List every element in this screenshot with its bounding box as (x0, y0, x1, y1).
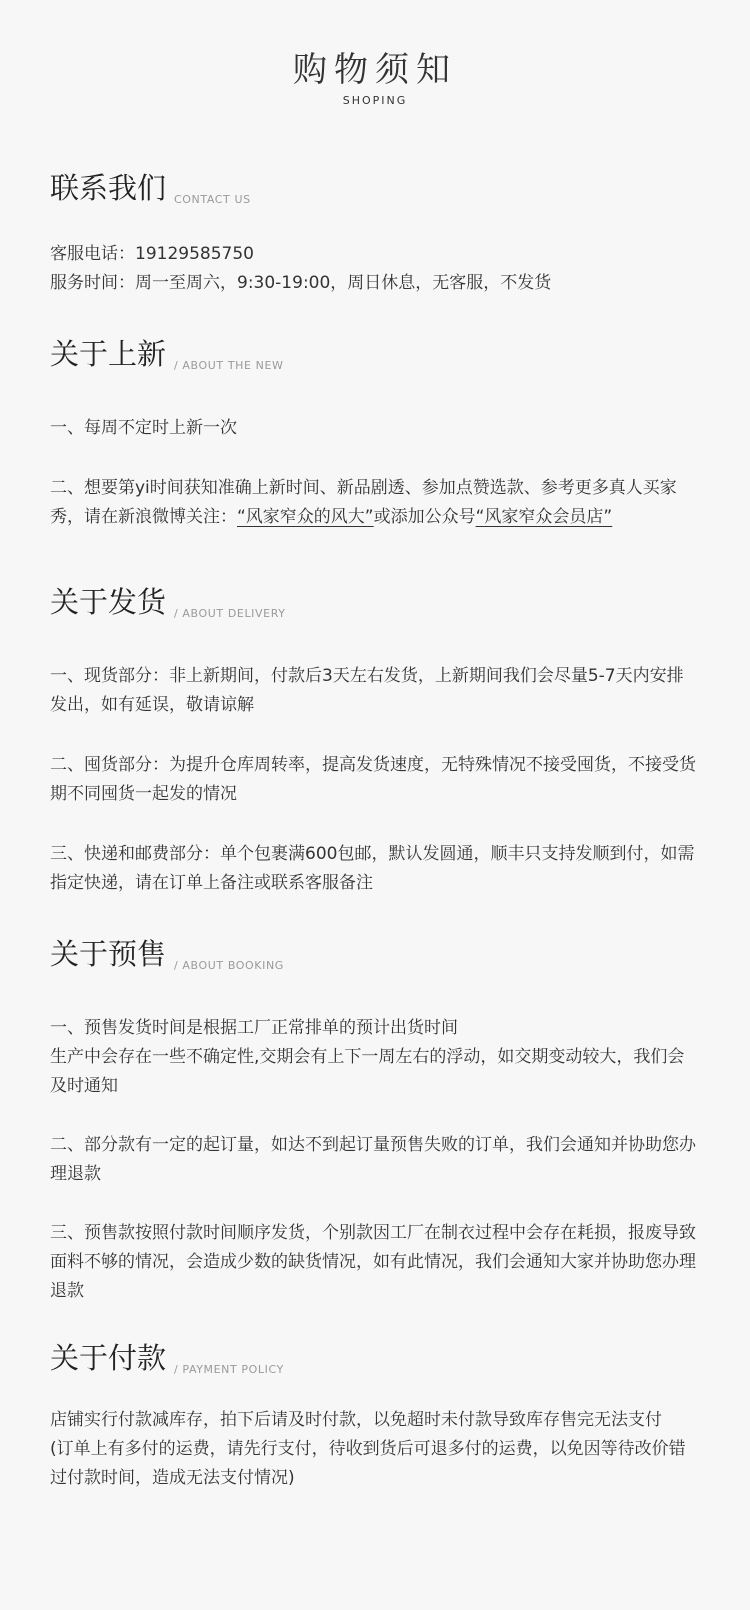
section-subtitle: CONTACT US (174, 193, 251, 206)
section-title: 联系我们 (50, 171, 167, 205)
section-heading (50, 332, 700, 376)
section-subtitle: / ABOUT THE NEW (174, 359, 284, 372)
section-subtitle: / ABOUT BOOKING (174, 959, 284, 972)
weibo-account-link[interactable]: “风家窄众的风大” (237, 507, 374, 527)
section-title: 关于发货 (50, 585, 167, 619)
presale-order: 三、预售款按照付款时间顺序发货，个别款因工厂在制衣过程中会存在耗损，报废导致面料不够的情况，会造成少数的缺货情况，如有此情况，我们会通知大家并协助您办理退款 (50, 1223, 696, 1301)
section-subtitle: / ABOUT DELIVERY (174, 607, 286, 620)
section-heading (50, 1336, 700, 1380)
section-title: 关于预售 (50, 937, 167, 971)
wechat-account-link[interactable]: “风家窄众会员店” (475, 507, 613, 527)
section-new-arrivals (50, 332, 700, 527)
presale-minimum: 二、部分款有一定的起订量，如达不到起订量预售失败的订单，我们会通知并协助您办理退款 (50, 1135, 696, 1184)
service-hours: 服务时间：周一至周六，9:30-19:00，周日休息，无客服，不发货 (50, 273, 552, 293)
presale-timing: 一、预售发货时间是根据工厂正常排单的预计出货时间 生产中会存在一些不确定性,交期会有上下一周左右的浮动，如交期变动较大，我们会及时通知 (50, 1018, 685, 1096)
page-title: 购物须知 (293, 50, 457, 90)
delivery-hold: 二、囤货部分：为提升仓库周转率，提高发货速度，无特殊情况不接受囤货，不接受货期不同囤货一起发的情况 (50, 755, 696, 804)
delivery-shipping: 三、快递和邮费部分：单个包裹满600包邮，默认发圆通，顺丰只支持发顺到付，如需指定快递，请在订单上备注或联系客服备注 (50, 844, 695, 893)
new-arrival-frequency: 一、每周不定时上新一次 (50, 418, 237, 438)
section-delivery (50, 580, 700, 893)
section-payment (50, 1336, 700, 1488)
section-contact (50, 166, 700, 293)
delivery-in-stock: 一、现货部分：非上新期间，付款后3天左右发货，上新期间我们会尽量5-7天内安排发出，如有延误，敬请谅解 (50, 666, 684, 715)
page-header (0, 48, 750, 108)
section-title: 关于上新 (50, 337, 167, 371)
contact-phone: 客服电话：19129585750 (50, 244, 254, 264)
section-heading (50, 580, 700, 624)
section-heading (50, 932, 700, 976)
page-subtitle: SHOPING (342, 94, 408, 107)
section-subtitle: / PAYMENT POLICY (174, 1363, 284, 1376)
follow-info: 二、想要第yi时间获知准确上新时间、新品剧透、参加点赞选款、参考更多真人买家秀，请在新浪微博关注：“风家窄众的风大”或添加公众号“风家窄众会员店” (50, 478, 677, 527)
payment-policy: 店铺实行付款减库存，拍下后请及时付款，以免超时未付款导致库存售完无法支付 (订单上有多付的运费，请先行支付，待收到货后可退多付的运费，以免因等待改价错过付款时间，造成无法支付情况) (50, 1410, 686, 1488)
section-title: 关于付款 (50, 1341, 167, 1375)
section-heading (50, 166, 700, 210)
section-presale (50, 932, 700, 1301)
